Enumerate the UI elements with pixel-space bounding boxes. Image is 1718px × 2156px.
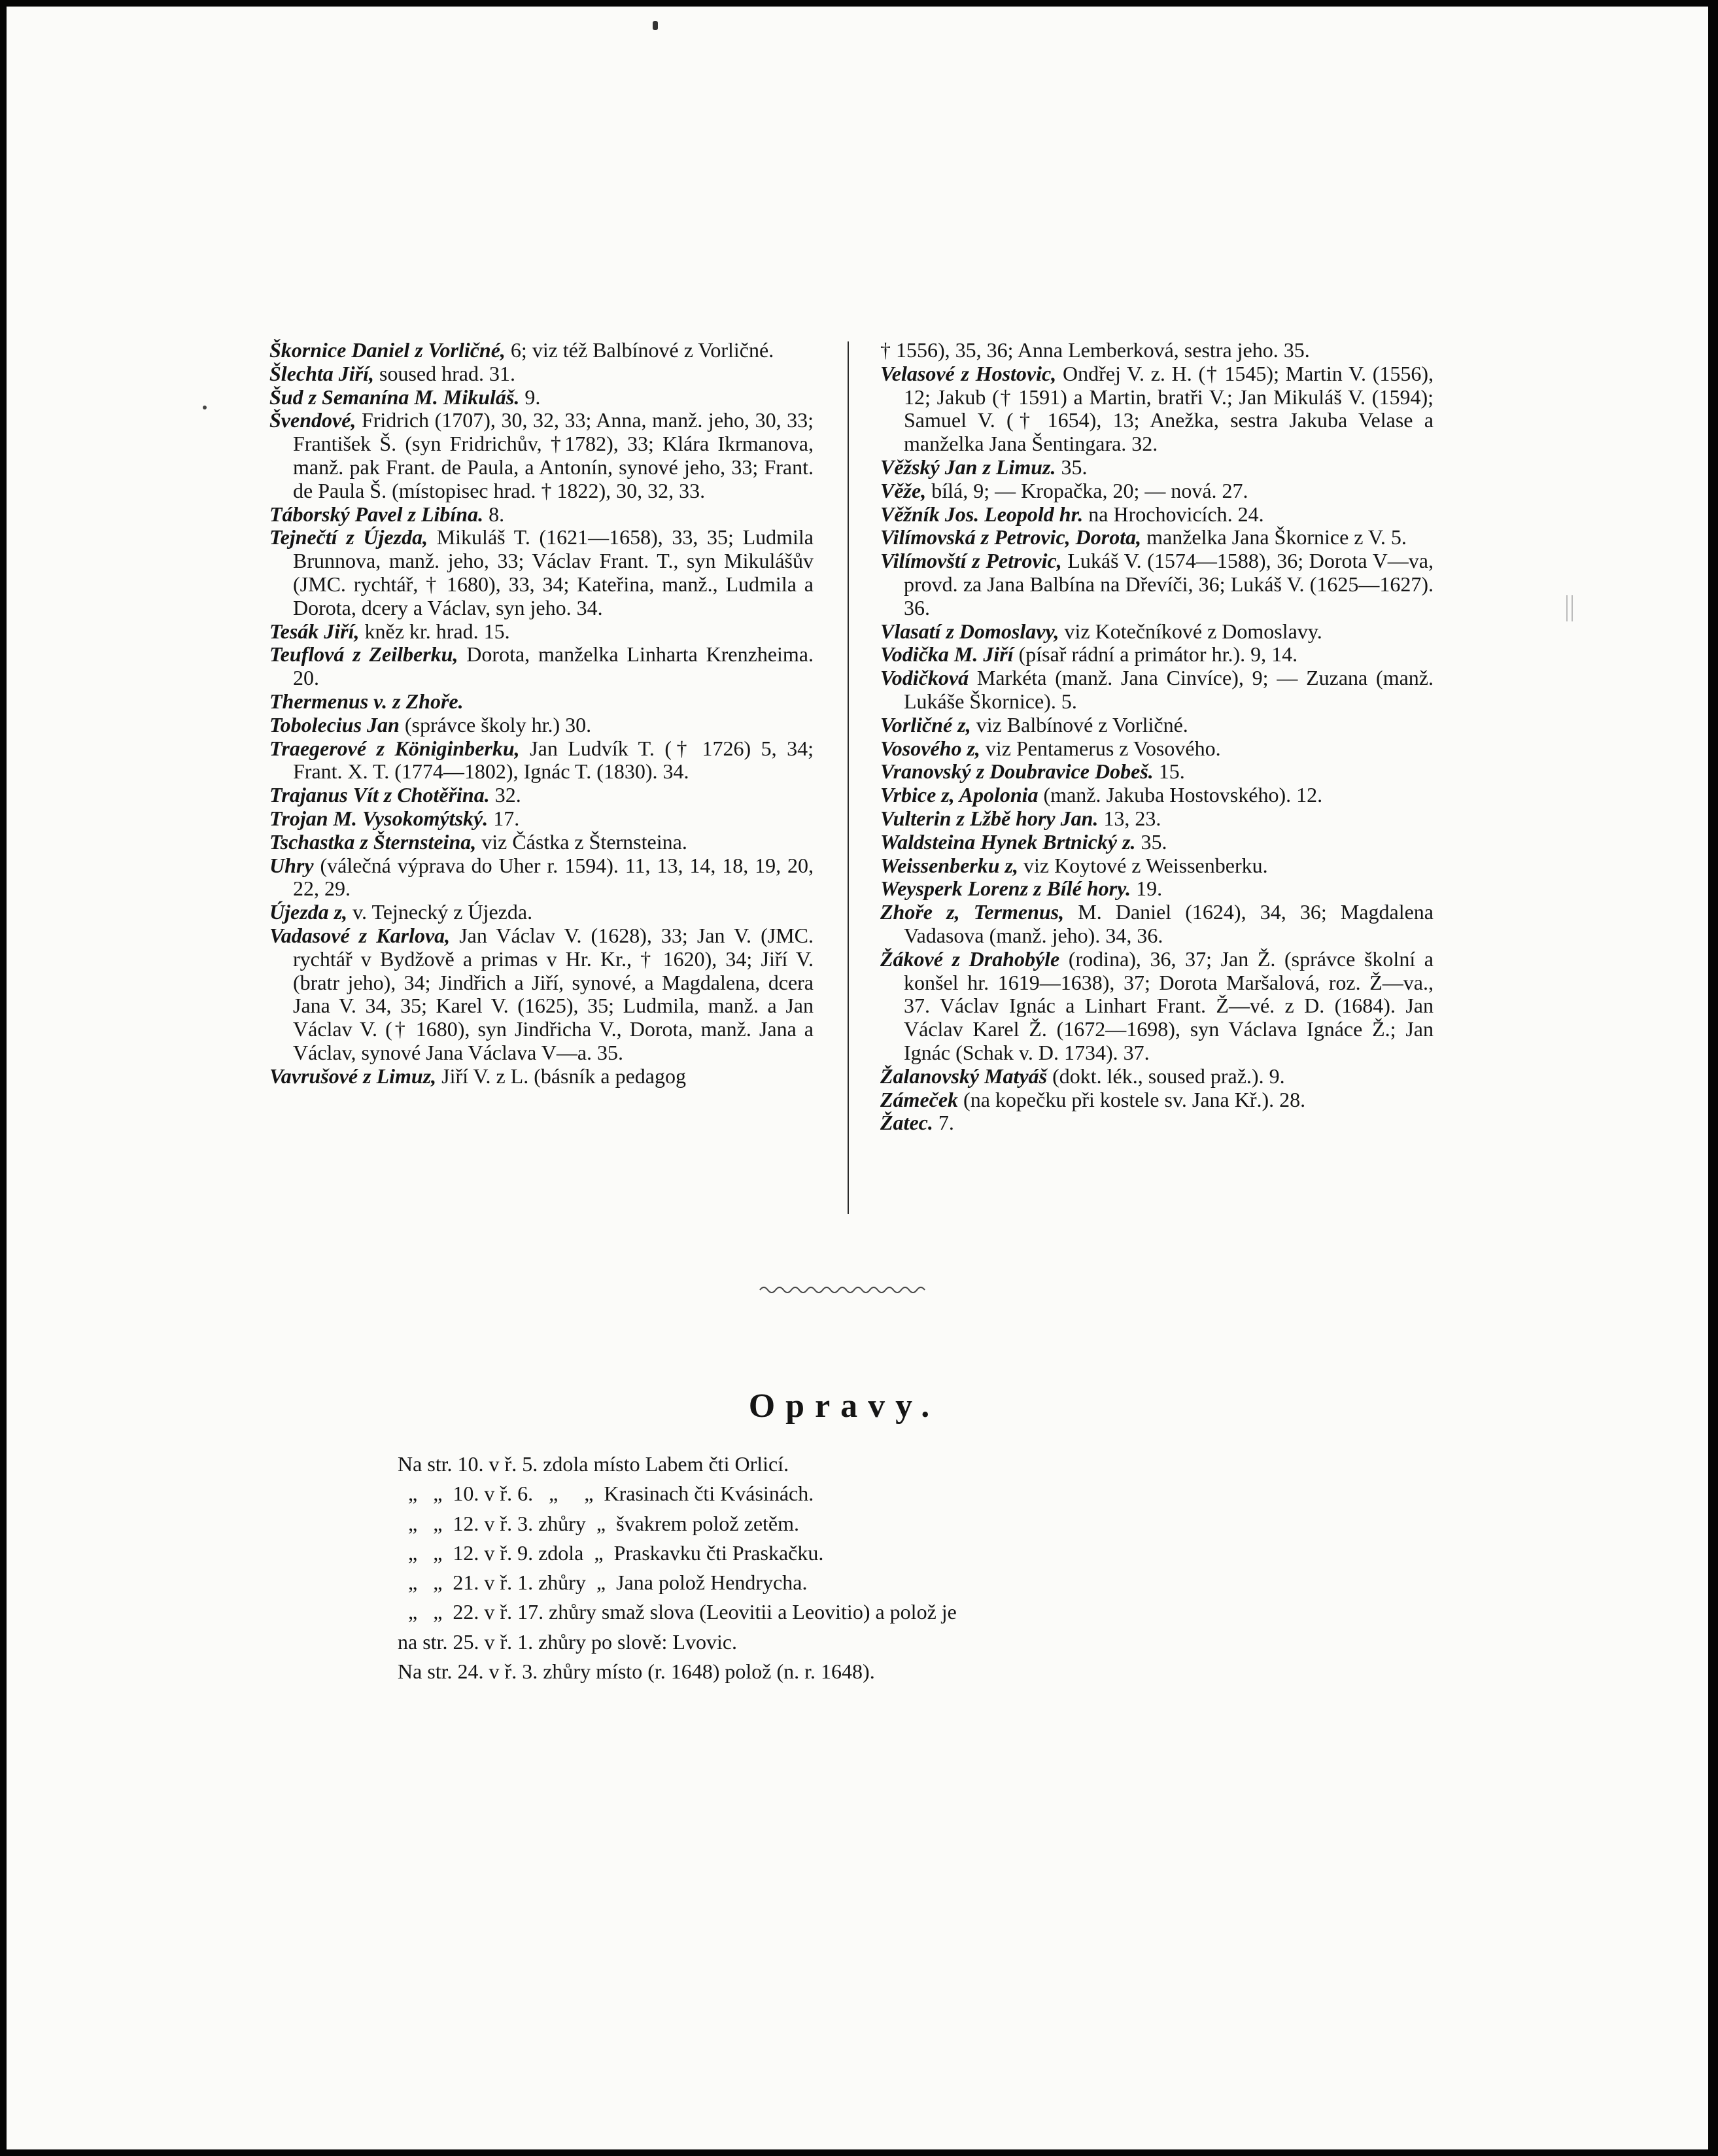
errata-row: Na str. 24. v ř. 3. zhůry místo (r. 1648) polož (n. r. 1648). xyxy=(398,1660,875,1684)
entry-name: Šud z Semanína M. Mikuláš. xyxy=(269,385,520,409)
index-entry xyxy=(880,362,1434,456)
entry-details: (manž. Jakuba Hostovského). 12. xyxy=(1038,783,1323,807)
index-entry xyxy=(269,831,814,854)
index-entry xyxy=(269,854,814,901)
entry-details: (písař rádní a primátor hr.). 9, 14. xyxy=(1013,642,1298,667)
entry-name: Trajanus Vít z Chotěřina. xyxy=(269,783,490,807)
column-divider xyxy=(848,341,849,1214)
entry-name: Vorličné z, xyxy=(880,712,971,737)
entry-details: (správce školy hr.) 30. xyxy=(399,712,592,737)
entry-details: Fridrich (1707), 30, 32, 33; Anna, manž. jeho, 30, 33; František Š. (syn Fridrichův, †1782), 33; Klára Ikrmanova, manž. pak Frant. de Paula, a Antonín, synové jeho, 33; Frant. de Paula Š. (místopisec hrad. † 1822), 30, 32, 33. xyxy=(293,408,814,502)
entry-details: 7. xyxy=(933,1111,954,1135)
index-entry xyxy=(880,1111,1434,1135)
entry-name: Vulterin z Lžbě hory Jan. xyxy=(880,806,1099,830)
entry-name: Vodičková xyxy=(880,666,969,690)
entry-details: 17. xyxy=(488,806,520,830)
entry-details: 8. xyxy=(483,502,505,526)
errata-row: „ „ 21. v ř. 1. zhůry „ Jana polož Hendrycha. xyxy=(398,1571,808,1595)
index-entry xyxy=(880,760,1434,784)
entry-name: Zámeček xyxy=(880,1087,959,1111)
entry-details: Lukáš V. (1574—1588), 36; Dorota V—va, provd. za Jana Balbína na Dřevíči, 36; Lukáš V. (1625—1627). 36. xyxy=(904,549,1434,619)
index-entry xyxy=(880,667,1434,714)
entry-name: Žatec. xyxy=(880,1111,933,1135)
entry-details: 9. xyxy=(519,385,541,409)
index-entry xyxy=(880,901,1434,948)
entry-name: Věže, xyxy=(880,478,927,502)
index-entry xyxy=(269,924,814,1065)
entry-details: manželka Jana Škornice z V. 5. xyxy=(1141,525,1407,549)
entry-name: Traegerové z Königinberku, xyxy=(269,736,520,760)
entry-name: Teuflová z Zeilberku, xyxy=(269,642,458,667)
index-entry xyxy=(269,1065,814,1088)
index-entry xyxy=(269,362,814,386)
entry-name: Tejnečtí z Újezda, xyxy=(269,525,428,549)
entry-name: Vlasatí z Domoslavy, xyxy=(880,619,1059,643)
index-entry xyxy=(880,479,1434,503)
index-entry xyxy=(269,386,814,409)
entry-name: Vrbice z, Apolonia xyxy=(880,783,1039,807)
entry-details: 19. xyxy=(1131,877,1163,901)
entry-name: Újezda z, xyxy=(269,900,348,924)
entry-details: Jan Ludvík T. († 1726) 5, 34; Frant. X. T. (1774—1802), Ignác T. (1830). 34. xyxy=(293,736,814,784)
index-entry xyxy=(880,854,1434,878)
index-entry xyxy=(880,549,1434,619)
index-entry xyxy=(269,643,814,690)
entry-details: na Hrochovicích. 24. xyxy=(1083,502,1264,526)
index-entry xyxy=(269,526,814,619)
ink-speck xyxy=(203,406,207,409)
entry-details: viz Pentamerus z Vosového. xyxy=(980,736,1221,760)
index-entry xyxy=(269,339,814,362)
entry-details: (válečná výprava do Uher r. 1594). 11, 13, 14, 18, 19, 20, 22, 29. xyxy=(293,853,814,901)
entry-details: kněz kr. hrad. 15. xyxy=(359,619,510,643)
entry-details: † 1556), 35, 36; Anna Lemberková, sestra jeho. 35. xyxy=(880,338,1310,362)
index-column-right xyxy=(880,339,1434,1135)
entry-details: 6; viz též Balbínové z Vorličné. xyxy=(505,338,774,362)
entry-details: 35. xyxy=(1135,829,1167,854)
edge-mark xyxy=(1566,595,1573,621)
index-entry xyxy=(269,409,814,502)
errata-row: na str. 25. v ř. 1. zhůry po slově: Lvovic. xyxy=(398,1629,738,1654)
entry-name: Věžník Jos. Leopold hr. xyxy=(880,502,1084,526)
entry-details: viz Částka z Šternsteina. xyxy=(476,829,687,854)
entry-details: (na kopečku při kostele sv. Jana Kř.). 28. xyxy=(958,1087,1306,1111)
index-entry xyxy=(880,948,1434,1065)
entry-name: Vadasové z Karlova, xyxy=(269,923,451,947)
entry-details: (dokt. lék., soused praž.). 9. xyxy=(1047,1064,1285,1088)
entry-name: Tesák Jiří, xyxy=(269,619,360,643)
entry-name: Thermenus v. z Zhoře. xyxy=(269,689,464,713)
entry-details: M. Daniel (1624), 34, 36; Magdalena Vadasova (manž. jeho). 34, 36. xyxy=(904,900,1434,947)
entry-name: Uhry xyxy=(269,853,314,877)
ornament-divider xyxy=(759,1281,929,1296)
entry-name: Tobolecius Jan xyxy=(269,712,400,737)
entry-name: Tschastka z Šternsteina, xyxy=(269,829,477,854)
errata-row: Na str. 10. v ř. 5. zdola místo Labem čti Orlicí. xyxy=(398,1452,789,1476)
entry-details: 32. xyxy=(489,783,521,807)
entry-name: Táborský Pavel z Libína. xyxy=(269,502,484,526)
entry-details: Mikuláš T. (1621—1658), 33, 35; Ludmila Brunnova, manž. jeho, 33; Václav Frant. T., syn Mikulášův (JMC. rychtář, † 1680), 33, 34; Kateřina, manž., Ludmila a Dorota, dcery a Václav, syn jeho. 34. xyxy=(293,525,814,619)
index-entry xyxy=(880,784,1434,807)
entry-name: Weissenberku z, xyxy=(880,853,1018,877)
entry-name: Vilímovská z Petrovic, Dorota, xyxy=(880,525,1142,549)
index-entry xyxy=(880,807,1434,831)
entry-details: v. Tejnecký z Újezda. xyxy=(347,900,533,924)
entry-details: viz Balbínové z Vorličné. xyxy=(971,712,1188,737)
entry-name: Žákové z Drahobýle xyxy=(880,947,1060,971)
index-entry xyxy=(269,901,814,924)
index-entry xyxy=(269,737,814,784)
index-entry xyxy=(880,877,1434,901)
entry-details: Markéta (manž. Jana Cinvíce), 9; — Zuzana (manž. Lukáše Škornice). 5. xyxy=(904,666,1434,713)
index-entry xyxy=(269,503,814,527)
entry-name: Velasové z Hostovic, xyxy=(880,361,1057,385)
entry-details: Jiří V. z L. (básník a pedagog xyxy=(436,1064,686,1088)
entry-details: Jan Václav V. (1628), 33; Jan V. (JMC. rychtář v Bydžově a primas v Hr. Kr., † 1620), 34; Jiří V. (bratr jeho), 34; Jindřich a Jiří, synové, a Magdalena, dcera Jana V. 34, 35; Karel V. (1625), 35; Ludmila, manž. a Jan Václav V. († 1680), syn Jindřicha V., Dorota, manž. Jana a Václav, synové Jana Václava V—a. 35. xyxy=(293,923,814,1064)
entry-name: Weysperk Lorenz z Bílé hory. xyxy=(880,877,1131,901)
entry-details: soused hrad. 31. xyxy=(374,361,515,385)
entry-name: Trojan M. Vysokomýtský. xyxy=(269,806,489,830)
index-column-left xyxy=(269,339,814,1088)
entry-details: (rodina), 36, 37; Jan Ž. (správce školní a konšel hr. 1619—1638), 37; Dorota Maršalová, roz. Ž—va., 37. Václav Ignác a Linhart Frant. Ž—vé. z D. (1684). Jan Václav Karel Ž. (1672—1698), syn Václava Ignáce Ž.; Jan Ignác (Schak v. D. 1734). 37. xyxy=(904,947,1434,1064)
index-entry xyxy=(269,620,814,644)
errata-row: „ „ 22. v ř. 17. zhůry smaž slova (Leovitii a Leovitio) a polož je xyxy=(398,1600,957,1624)
ink-speck xyxy=(653,21,658,30)
errata-heading: Opravy. xyxy=(748,1387,940,1425)
index-entry xyxy=(880,503,1434,527)
entry-name: Vavrušové z Limuz, xyxy=(269,1064,437,1088)
index-entry xyxy=(880,1065,1434,1088)
entry-name: Vilímovští z Petrovic, xyxy=(880,549,1062,573)
index-entry xyxy=(269,714,814,737)
entry-name: Zhoře z, Termenus, xyxy=(880,900,1065,924)
entry-name: Vodička M. Jiří xyxy=(880,642,1014,667)
index-entry xyxy=(880,526,1434,549)
index-entry xyxy=(880,1088,1434,1112)
errata-row: „ „ 12. v ř. 9. zdola „ Praskavku čti Praskačku. xyxy=(398,1540,824,1565)
page-sheet xyxy=(7,7,1708,2149)
entry-name: Švendové, xyxy=(269,408,356,432)
entry-name: Vosového z, xyxy=(880,736,980,760)
entry-details: 15. xyxy=(1153,759,1185,784)
entry-details: Dorota, manželka Linharta Krenzheima. 20. xyxy=(293,642,814,690)
index-entry xyxy=(880,339,1434,362)
errata-list xyxy=(398,1450,957,1686)
index-entry xyxy=(880,737,1434,761)
entry-details: 13, 23. xyxy=(1098,806,1161,830)
entry-name: Žalanovský Matyáš xyxy=(880,1064,1048,1088)
entry-name: Waldsteina Hynek Brtnický z. xyxy=(880,829,1136,854)
errata-row: „ „ 12. v ř. 3. zhůry „ švakrem polož zetěm. xyxy=(398,1511,800,1535)
errata-row: „ „ 10. v ř. 6. „ „ Krasinach čti Kvásinách. xyxy=(398,1482,814,1506)
index-entry xyxy=(880,714,1434,737)
entry-details: 35. xyxy=(1056,455,1088,479)
index-entry xyxy=(269,690,814,714)
entry-name: Škornice Daniel z Vorličné, xyxy=(269,338,506,362)
index-entry xyxy=(880,831,1434,854)
entry-details: bílá, 9; — Kropačka, 20; — nová. 27. xyxy=(926,478,1248,502)
entry-name: Vranovský z Doubravice Dobeš. xyxy=(880,759,1154,784)
index-entry xyxy=(880,456,1434,479)
entry-details: viz Kotečníkové z Domoslavy. xyxy=(1059,619,1322,643)
entry-details: Ondřej V. z. H. († 1545); Martin V. (1556), 12; Jakub († 1591) a Martin, bratři V.; Jan Mikuláš V. (1594); Samuel V. († 1654), 13; Anežka, sestra Jakuba Velase a manželka Jana Šentingara. 32. xyxy=(904,361,1434,456)
index-entry xyxy=(880,620,1434,644)
index-entry xyxy=(269,807,814,831)
index-entry xyxy=(269,784,814,807)
index-entry xyxy=(880,643,1434,667)
entry-name: Šlechta Jiří, xyxy=(269,361,375,385)
entry-name: Věžský Jan z Limuz. xyxy=(880,455,1056,479)
entry-details: viz Koytové z Weissenberku. xyxy=(1018,853,1268,877)
